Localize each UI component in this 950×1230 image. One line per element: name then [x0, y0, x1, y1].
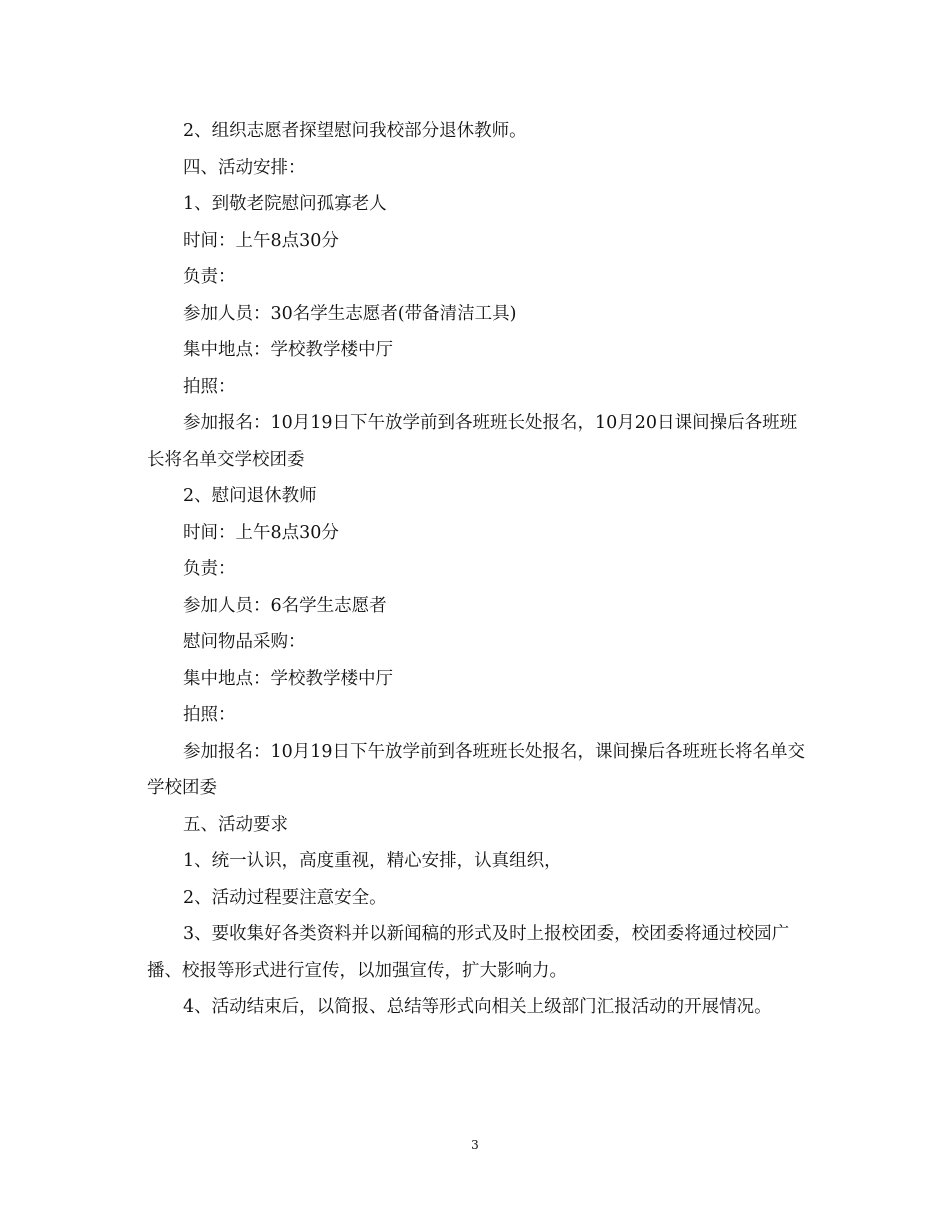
paragraph: 参加报名：10月19日下午放学前到各班班长处报名，课间操后各班班长将名单交学校团委 [147, 741, 806, 798]
paragraph: 时间：上午8点30分 [183, 522, 339, 543]
paragraph: 4、活动结束后，以简报、总结等形式向相关上级部门汇报活动的开展情况。 [183, 997, 772, 1017]
page-number: 3 [471, 1138, 479, 1152]
paragraph: 负责： [183, 559, 236, 579]
paragraph: 2、活动过程要注意安全。 [183, 887, 387, 908]
document-body [147, 113, 807, 1026]
paragraph: 2、慰问退休教师 [183, 486, 317, 506]
paragraph: 慰问物品采购： [183, 632, 306, 652]
paragraph: 时间：上午8点30分 [183, 230, 339, 251]
section-heading: 五、活动要求 [183, 814, 288, 835]
paragraph: 参加人员：30名学生志愿者(带备清洁工具) [183, 303, 517, 324]
paragraph: 负责： [183, 267, 236, 287]
paragraph: 2、组织志愿者探望慰问我校部分退休教师。 [183, 121, 527, 141]
paragraph: 集中地点：学校教学楼中厅 [183, 668, 393, 689]
section-heading: 四、活动安排： [183, 157, 306, 178]
paragraph: 3、要收集好各类资料并以新闻稿的形式及时上报校团委，校团委将通过校园广播、校报等形式进行宣传，以加强宣传，扩大影响力。 [147, 924, 790, 981]
paragraph: 1、到敬老院慰问孤寡老人 [183, 194, 387, 214]
paragraph: 参加人员：6名学生志愿者 [183, 595, 387, 616]
paragraph: 集中地点：学校教学楼中厅 [183, 340, 393, 360]
paragraph: 拍照： [183, 376, 236, 397]
paragraph: 1、统一认识，高度重视，精心安排，认真组织， [183, 851, 562, 871]
paragraph: 参加报名：10月19日下午放学前到各班班长处报名，10月20日课间操后各班班长将名单交学校团委 [147, 413, 798, 470]
paragraph: 拍照： [183, 705, 236, 725]
